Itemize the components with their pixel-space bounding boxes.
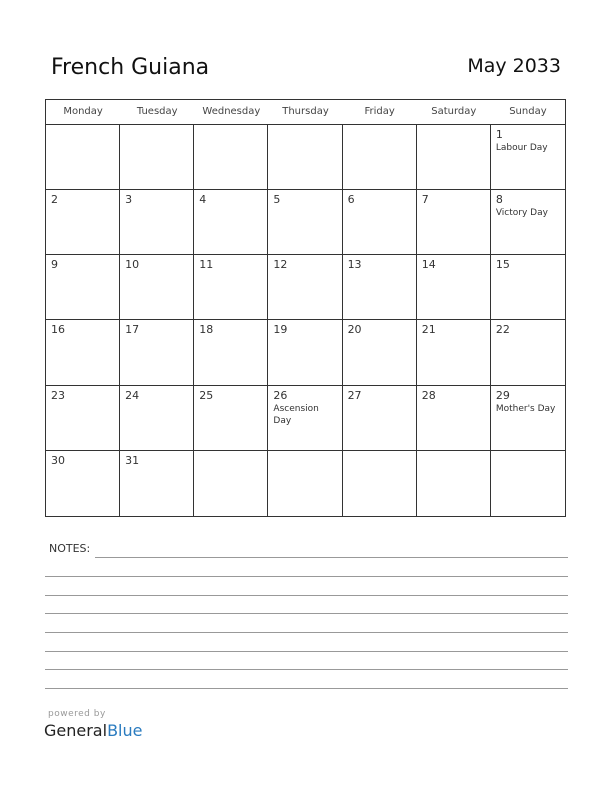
day-number: 25: [199, 388, 214, 402]
day-cell: [417, 451, 491, 516]
day-cell: [491, 255, 565, 320]
notes-label: NOTES:: [49, 542, 91, 555]
day-number: 24: [125, 388, 140, 402]
day-cell: [194, 320, 268, 385]
day-cell: [46, 255, 120, 320]
day-number: 11: [199, 258, 214, 272]
day-number: 30: [51, 453, 65, 467]
day-cell: [491, 451, 565, 516]
day-cell: [417, 386, 491, 451]
note-line: [45, 613, 568, 614]
day-number: 26: [273, 388, 288, 402]
brand-name-general: General: [44, 721, 108, 740]
day-number: 19: [273, 323, 288, 337]
month-year-title: May 2033: [467, 55, 561, 77]
day-number: 8: [495, 193, 503, 207]
note-line: [45, 632, 568, 633]
day-number: 1: [495, 128, 503, 141]
day-cell: [343, 451, 417, 516]
day-cell: [491, 386, 565, 451]
day-number: 12: [273, 258, 288, 272]
day-number: 14: [421, 258, 436, 272]
powered-by-text: powered by: [48, 709, 106, 719]
day-number: 17: [125, 323, 140, 337]
day-number: 21: [421, 323, 436, 337]
day-cell: [343, 255, 417, 320]
note-line: [45, 688, 568, 689]
day-cell: [343, 125, 417, 190]
brand-name-blue: Blue: [107, 721, 143, 740]
weekday-saturday: Saturday: [431, 106, 477, 117]
holiday-label: Mother's Day: [495, 403, 556, 414]
brand-logo: [44, 721, 142, 740]
day-cell: [46, 451, 120, 516]
day-cell: [194, 125, 268, 190]
day-number: 18: [199, 323, 214, 337]
day-number: 3: [125, 193, 133, 207]
day-cell: [268, 190, 342, 255]
note-line: [45, 576, 568, 577]
day-number: 13: [347, 258, 362, 272]
day-cell: [268, 320, 342, 385]
holiday-label: Victory Day: [495, 208, 548, 219]
day-cell: [46, 190, 120, 255]
note-line: [95, 557, 568, 558]
day-number: 16: [51, 323, 65, 337]
day-number: 4: [199, 193, 207, 207]
holiday-label: Ascension Day: [273, 403, 319, 426]
weekday-wednesday: Wednesday: [202, 106, 261, 117]
day-cell: [343, 386, 417, 451]
day-cell: [268, 386, 342, 451]
day-cell: [194, 255, 268, 320]
day-cell: [120, 255, 194, 320]
day-number: 9: [51, 258, 58, 272]
day-cell: [120, 190, 194, 255]
day-number: 22: [495, 323, 510, 337]
day-number: 23: [51, 388, 65, 402]
weekday-thursday: Thursday: [282, 106, 329, 117]
weekday-sunday: Sunday: [509, 106, 547, 117]
day-cell: [343, 190, 417, 255]
day-cell: [120, 125, 194, 190]
day-cell: [46, 125, 120, 190]
day-cell: [491, 320, 565, 385]
note-line: [45, 651, 568, 652]
day-cell: [46, 386, 120, 451]
day-number: 2: [51, 193, 58, 207]
holiday-label: Labour Day: [495, 143, 548, 153]
day-number: 20: [347, 323, 362, 337]
day-cell: [417, 125, 491, 190]
weekday-monday: Monday: [63, 106, 103, 117]
weekday-header: [46, 100, 565, 125]
region-title: French Guiana: [51, 55, 210, 80]
note-line: [45, 595, 568, 596]
day-cell: [194, 386, 268, 451]
day-cell: [417, 190, 491, 255]
day-number: 27: [347, 388, 362, 402]
day-cell: [417, 255, 491, 320]
day-cell: [491, 125, 565, 190]
day-number: 28: [421, 388, 436, 402]
calendar-grid: [45, 99, 566, 517]
weekday-tuesday: Tuesday: [136, 106, 178, 117]
day-number: 7: [421, 193, 429, 207]
day-cell: [343, 320, 417, 385]
day-cell: [417, 320, 491, 385]
day-cell: [194, 451, 268, 516]
day-cell: [268, 451, 342, 516]
day-cell: [120, 386, 194, 451]
weekday-friday: Friday: [364, 106, 395, 117]
day-number: 5: [273, 193, 281, 207]
day-cell: [194, 190, 268, 255]
day-cell: [268, 255, 342, 320]
day-number: 29: [495, 388, 510, 402]
day-cell: [268, 125, 342, 190]
day-number: 10: [125, 258, 140, 272]
note-line: [45, 669, 568, 670]
day-cell: [491, 190, 565, 255]
day-number: 6: [347, 193, 355, 207]
day-cell: [120, 320, 194, 385]
day-number: 31: [125, 453, 140, 467]
days-grid: [46, 125, 565, 516]
day-number: 15: [495, 258, 510, 272]
day-cell: [46, 320, 120, 385]
day-cell: [120, 451, 194, 516]
